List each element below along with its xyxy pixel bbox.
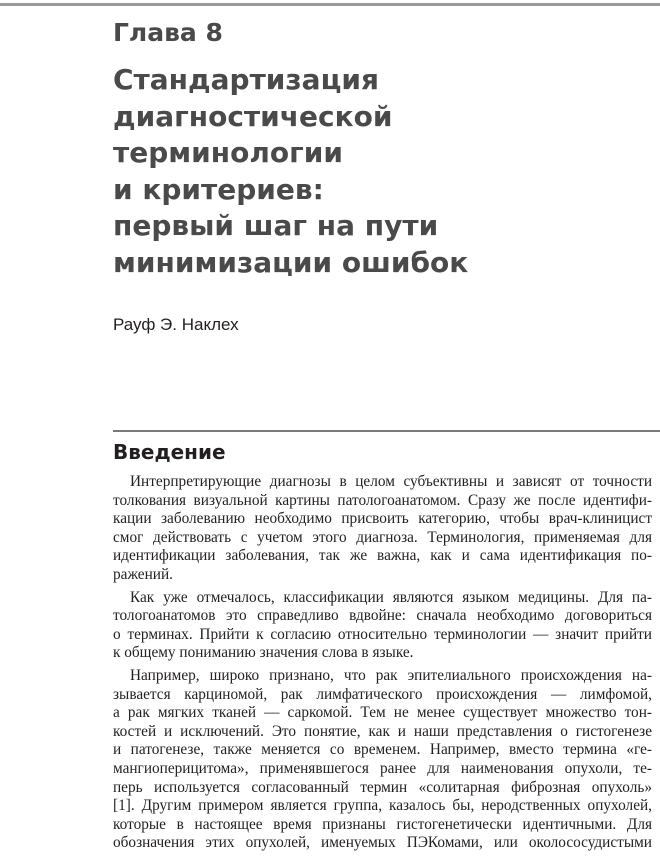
text-line: кации заболеванию необходимо присвоить категорию, чтобы врач-клиницист xyxy=(113,510,652,528)
text-line: которые в настоящее время признаны гистогенетически идентичными. Для xyxy=(113,815,652,833)
text-line: толкования визуальной картины патологоанатомом. Сразу же после идентифи- xyxy=(113,491,652,509)
section-heading: Введение xyxy=(113,440,226,464)
text-line: а рак мягких тканей — саркомой. Тем не менее существует множество тон- xyxy=(113,704,652,722)
text-line: ражений. xyxy=(113,565,173,583)
text-line: Как уже отмечалось, классификации являются языком медицины. Для па- xyxy=(130,588,652,606)
chapter-label: Глава 8 xyxy=(113,18,223,47)
text-line: мангиоперицитома», применявшегося ранее для наименования опухоли, те- xyxy=(113,759,652,777)
chapter-title-line: первый шаг на пути xyxy=(113,209,439,242)
text-line: о терминах. Прийти к согласию относительно терминологии — значит прийти xyxy=(113,625,652,643)
chapter-title-line: терминологии xyxy=(113,136,343,169)
chapter-title-line: диагностической xyxy=(113,99,393,133)
text-line: смог действовать с учетом этого диагноза. Терминология, применяемая для xyxy=(113,528,652,546)
text-line: Например, широко признано, что рак эпителиального происхождения на- xyxy=(130,666,652,684)
text-line: Интерпретирующие диагнозы в целом субъективны и зависят от точности xyxy=(130,473,652,490)
top-rule xyxy=(0,3,660,6)
paragraph xyxy=(113,667,652,853)
section-divider xyxy=(113,430,660,432)
text-line: обозначения этих опухолей, именуемых ПЭКомами, или околососудистыми xyxy=(113,834,652,852)
paragraph xyxy=(113,589,652,663)
text-line: зывается карциномой, рак лимфатического происхождения — лимфомой, xyxy=(113,685,652,703)
chapter-title-line: и критериев: xyxy=(113,172,324,206)
text-line: идентификации заболевания, так же важна, как и сама идентификация по- xyxy=(113,547,652,565)
chapter-title-line: минимизации ошибок xyxy=(113,245,469,279)
text-line: костей и исключений. Это понятие, как и наши представления о гистогенезе xyxy=(113,722,652,740)
paragraph xyxy=(113,473,652,585)
text-line: тологоанатомов это справедливо вдвойне: сначала необходимо договориться xyxy=(113,607,652,625)
chapter-title-line: Стандартизация xyxy=(113,63,379,96)
text-line: и патогенезе, также меняется со временем. Например, вместо термина «ге- xyxy=(113,741,652,759)
chapter-title xyxy=(113,62,633,281)
text-line: перь используется согласованный термин «солитарная фиброзная опухоль» xyxy=(113,778,652,796)
text-line: [1]. Другим примером является группа, казалось бы, неродственных опухолей, xyxy=(113,797,652,815)
body-text xyxy=(113,473,652,857)
author-name: Рауф Э. Наклех xyxy=(113,315,239,334)
text-line: к общему пониманию значения слова в языке. xyxy=(113,644,414,662)
